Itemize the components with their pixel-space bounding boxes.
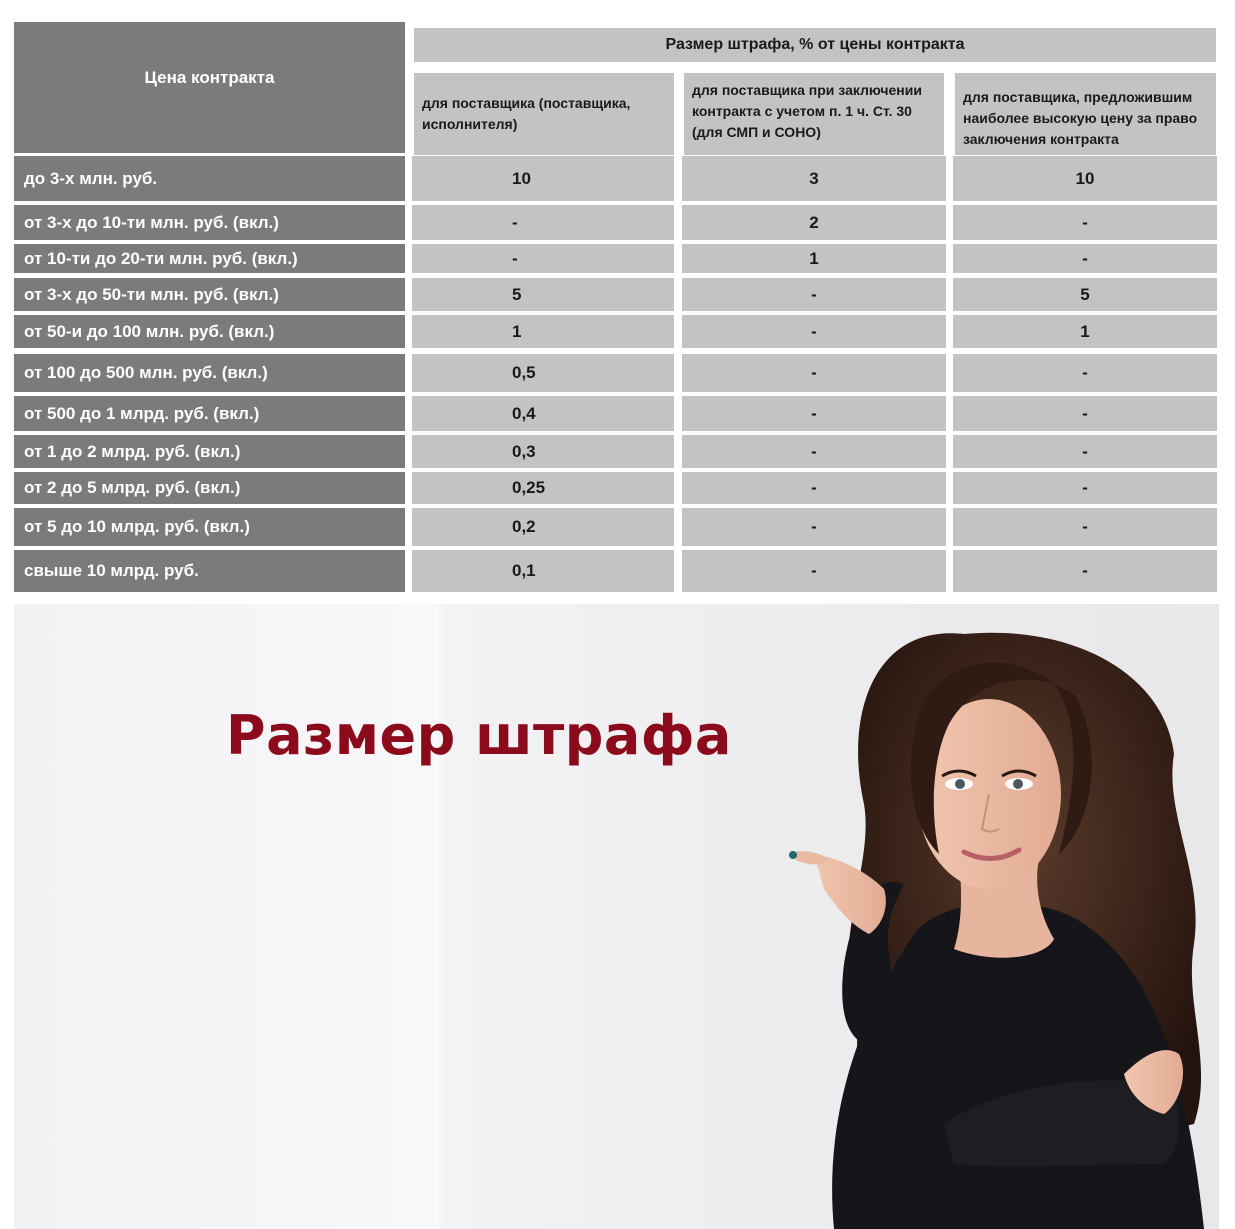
- highest-price-value-cell: -: [953, 435, 1217, 468]
- price-range-cell: от 1 до 2 млрд. руб. (вкл.): [14, 435, 405, 468]
- highest-price-value-cell: -: [953, 396, 1217, 431]
- highest-price-value-cell: 1: [953, 315, 1217, 348]
- smp-sono-value-cell: -: [682, 315, 946, 348]
- banner-title: Размер штрафа: [226, 704, 732, 767]
- smp-sono-value-cell: 2: [682, 205, 946, 240]
- price-range-cell: от 2 до 5 млрд. руб. (вкл.): [14, 472, 405, 504]
- price-column-header: Цена контракта: [14, 22, 405, 153]
- price-range-cell: от 3-х до 50-ти млн. руб. (вкл.): [14, 278, 405, 311]
- price-range-cell: от 100 до 500 млн. руб. (вкл.): [14, 354, 405, 392]
- highest-price-value-cell: 5: [953, 278, 1217, 311]
- supplier-value-cell: 0,2: [412, 508, 674, 546]
- smp-sono-value-cell: 1: [682, 244, 946, 273]
- supplier-value-cell: 1: [412, 315, 674, 348]
- supplier-value-cell: 0,3: [412, 435, 674, 468]
- sub-header-highest-price: для поставщика, предложившим наиболее высокую цену за право заключения контракта: [955, 71, 1216, 155]
- price-range-cell: до 3-х млн. руб.: [14, 156, 405, 201]
- smp-sono-value-cell: -: [682, 550, 946, 592]
- price-range-cell: от 3-х до 10-ти млн. руб. (вкл.): [14, 205, 405, 240]
- supplier-value-cell: 10: [412, 156, 674, 201]
- highest-price-value-cell: -: [953, 472, 1217, 504]
- supplier-value-cell: 0,25: [412, 472, 674, 504]
- smp-sono-value-cell: -: [682, 354, 946, 392]
- smp-sono-value-cell: -: [682, 472, 946, 504]
- smp-sono-value-cell: -: [682, 435, 946, 468]
- supplier-value-cell: 0,4: [412, 396, 674, 431]
- supplier-value-cell: 0,5: [412, 354, 674, 392]
- smp-sono-value-cell: -: [682, 396, 946, 431]
- price-range-cell: от 10-ти до 20-ти млн. руб. (вкл.): [14, 244, 405, 273]
- supplier-value-cell: 5: [412, 278, 674, 311]
- supplier-value-cell: -: [412, 205, 674, 240]
- price-range-cell: свыше 10 млрд. руб.: [14, 550, 405, 592]
- smp-sono-value-cell: -: [682, 278, 946, 311]
- highest-price-value-cell: -: [953, 508, 1217, 546]
- smp-sono-value-cell: -: [682, 508, 946, 546]
- sub-header-supplier: для поставщика (поставщика, исполнителя): [414, 71, 674, 155]
- price-range-cell: от 500 до 1 млрд. руб. (вкл.): [14, 396, 405, 431]
- supplier-value-cell: 0,1: [412, 550, 674, 592]
- smp-sono-value-cell: 3: [682, 156, 946, 201]
- highest-price-value-cell: 10: [953, 156, 1217, 201]
- supplier-value-cell: -: [412, 244, 674, 273]
- highest-price-value-cell: -: [953, 354, 1217, 392]
- fine-table: [14, 22, 1219, 594]
- sub-header-smp-sono: для поставщика при заключении контракта с учетом п. 1 ч. Ст. 30 (для СМП и СОНО): [684, 71, 944, 155]
- fine-column-header: Размер штрафа, % от цены контракта: [412, 26, 1218, 64]
- woman-pointing-image: [14, 604, 1219, 1229]
- highest-price-value-cell: -: [953, 550, 1217, 592]
- price-range-cell: от 50-и до 100 млн. руб. (вкл.): [14, 315, 405, 348]
- highest-price-value-cell: -: [953, 205, 1217, 240]
- promo-banner: [14, 604, 1219, 1229]
- price-range-cell: от 5 до 10 млрд. руб. (вкл.): [14, 508, 405, 546]
- highest-price-value-cell: -: [953, 244, 1217, 273]
